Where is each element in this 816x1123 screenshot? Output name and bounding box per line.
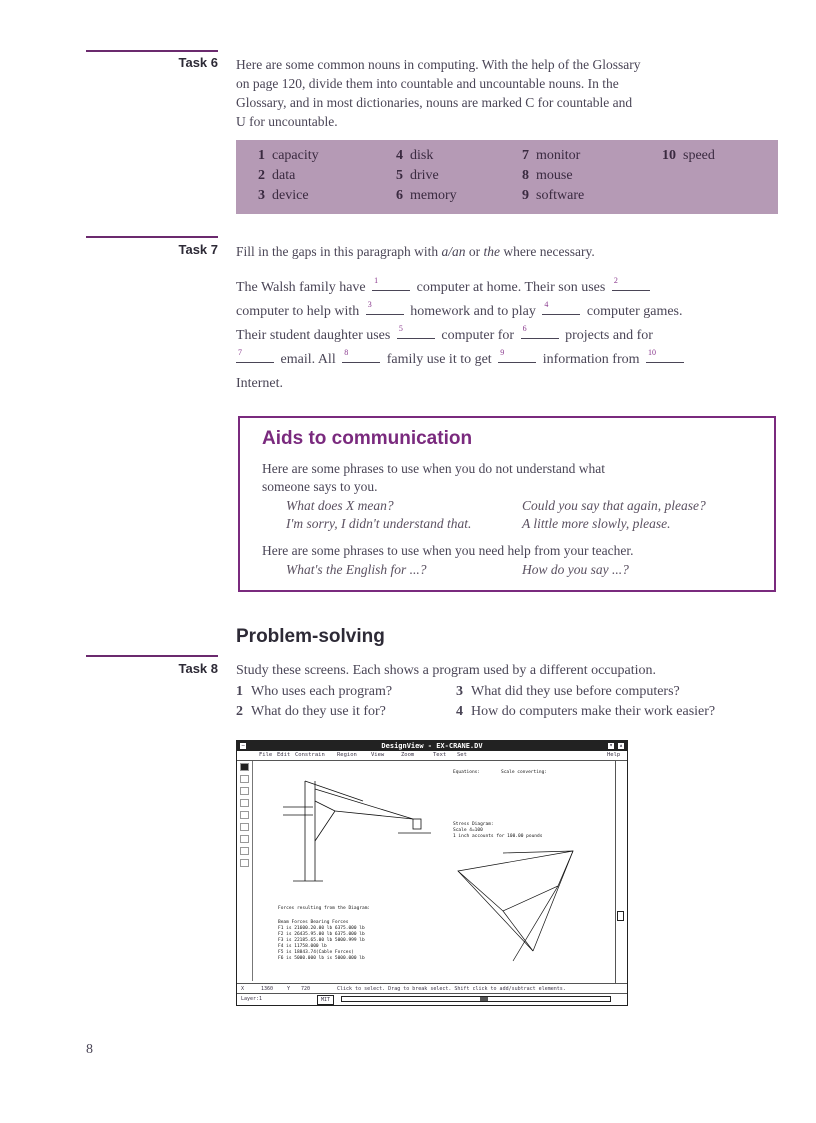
- task6-line: Glossary, and in most dictionaries, nouns are marked C for countable and: [236, 95, 633, 110]
- svg-text:F4 is 11758.000 lb: F4 is 11758.000 lb: [278, 944, 327, 949]
- noun-item: 4 disk: [396, 148, 434, 163]
- svg-text:Equations:: Equations:: [453, 770, 481, 775]
- gap-7[interactable]: 7: [236, 350, 274, 363]
- arc-tool-icon[interactable]: [240, 811, 249, 819]
- gap-6[interactable]: 6: [521, 326, 559, 339]
- noun-item: 10 speed: [662, 148, 715, 163]
- circle-tool-icon[interactable]: [240, 799, 249, 807]
- menu-region[interactable]: Region: [337, 752, 357, 758]
- system-menu-icon[interactable]: −: [239, 742, 247, 750]
- scroll-thumb[interactable]: [617, 911, 624, 921]
- svg-text:Scale 4=100: Scale 4=100: [453, 828, 483, 833]
- crane-drawing: [283, 781, 431, 881]
- layer-bar: Layer:1 MIT: [237, 993, 627, 1005]
- svg-text:Beam Forces Bearing Forces: Beam Forces Bearing Forces: [278, 920, 349, 925]
- rect-tool-icon[interactable]: [240, 787, 249, 795]
- noun-item: 2 data: [258, 168, 296, 183]
- aids-title: Aids to communication: [262, 428, 473, 449]
- window-titlebar: [237, 741, 627, 751]
- phrase: How do you say ...?: [522, 562, 629, 577]
- task6-line: on page 120, divide them into countable and uncountable nouns. In the: [236, 76, 619, 91]
- task7-label: Task 7: [178, 242, 218, 257]
- task8-instruction: Study these screens. Each shows a program used by a different occupation.: [236, 663, 657, 678]
- noun-item: 8 mouse: [522, 168, 573, 183]
- task6-line: Here are some common nouns in computing. With the help of the Glossary: [236, 57, 641, 72]
- horizontal-scrollbar[interactable]: [341, 996, 611, 1002]
- svg-text:F2 is 26435.95.00 lb 6375.000: F2 is 26435.95.00 lb 6375.000 lb: [278, 932, 365, 937]
- gap-fill-paragraph: The Walsh family have 1 computer at home. Their son uses 2 computer to help with 3 homework and to play 4 computer games. Their student daughter uses 5 computer for 6 projects and for 7 email. All 8 family use it to get 9 information from 10 Internet.: [236, 276, 683, 391]
- status-bar: X 1360 Y 720 Click to select. Drag to break select. Shift click to add/subtract elements.: [237, 983, 627, 994]
- phrase: What's the English for ...?: [286, 562, 427, 577]
- select-tool-icon[interactable]: [240, 763, 249, 771]
- svg-text:F1 is 21600.20.00 lb 6375.000: F1 is 21600.20.00 lb 6375.000 lb: [278, 926, 365, 931]
- aids-intro: Here are some phrases to use when you do not understand what someone says to you.: [262, 461, 606, 494]
- drawing-canvas[interactable]: [253, 761, 613, 981]
- svg-text:Forces resulting from the Diag: Forces resulting from the Diagram:: [278, 906, 371, 911]
- svg-text:F6 is 5000.000 lb is 5000.000: F6 is 5000.000 lb is 5000.000 lb: [278, 956, 365, 961]
- gap-1[interactable]: 1: [372, 278, 410, 291]
- noun-item: 3 device: [258, 188, 309, 203]
- gap-9[interactable]: 9: [498, 350, 536, 363]
- gap-2[interactable]: 2: [612, 278, 650, 291]
- question: 2 What do they use it for?: [236, 704, 386, 719]
- phrase: I'm sorry, I didn't understand that.: [286, 516, 472, 531]
- menu-constrain[interactable]: Constrain: [295, 752, 325, 758]
- menu-zoom[interactable]: Zoom: [401, 752, 415, 758]
- svg-text:F3 is 22185.65.00 lb 5000.999: F3 is 22185.65.00 lb 5000.999 lb: [278, 938, 365, 943]
- svg-text:Scale converting:: Scale converting:: [501, 770, 548, 775]
- constraint-tool-icon[interactable]: [240, 847, 249, 855]
- noun-item: 1 capacity: [258, 148, 319, 163]
- angle-tool-icon[interactable]: [240, 859, 249, 867]
- task6-rule: [86, 50, 218, 52]
- menu-view[interactable]: View: [371, 752, 385, 758]
- svg-text:Stress Diagram:: Stress Diagram:: [453, 822, 494, 827]
- menu-text[interactable]: Text: [433, 752, 447, 758]
- task8-rule: [86, 655, 218, 657]
- svg-text:1 inch accounts for 100.00 pou: 1 inch accounts for 100.00 pounds: [453, 834, 543, 839]
- task6-instructions: [236, 55, 641, 131]
- window-title: DesignView - EX-CRANE.DV: [381, 742, 483, 750]
- stress-diagram: [458, 851, 573, 961]
- line-tool-icon[interactable]: [240, 775, 249, 783]
- dimension-tool-icon[interactable]: [240, 835, 249, 843]
- layer-select[interactable]: MIT: [317, 995, 334, 1005]
- menu-edit[interactable]: Edit: [277, 752, 291, 758]
- task6-label: Task 6: [178, 55, 218, 70]
- gap-5[interactable]: 5: [397, 326, 435, 339]
- minimize-icon[interactable]: ▾: [607, 742, 615, 750]
- menu-help[interactable]: Help: [607, 752, 621, 758]
- gap-10[interactable]: 10: [646, 350, 684, 363]
- vocab-box: [236, 140, 778, 214]
- question: 1 Who uses each program?: [236, 684, 393, 699]
- task8-label: Task 8: [178, 661, 218, 676]
- aids-intro-teacher: Here are some phrases to use when you need help from your teacher.: [262, 543, 634, 558]
- gap-8[interactable]: 8: [342, 350, 380, 363]
- question: 4 How do computers make their work easier?: [456, 704, 716, 719]
- noun-item: 5 drive: [396, 168, 439, 183]
- phrase: Could you say that again, please?: [522, 498, 706, 513]
- aids-to-communication-box: [238, 416, 776, 592]
- gap-4[interactable]: 4: [542, 302, 580, 315]
- menu-file[interactable]: File: [259, 752, 273, 758]
- text-tool-icon[interactable]: [240, 823, 249, 831]
- task7-rule: [86, 236, 218, 238]
- forces-table: [278, 905, 370, 961]
- noun-item: 6 memory: [396, 188, 457, 203]
- vertical-scrollbar[interactable]: [615, 761, 626, 983]
- noun-item: 7 monitor: [522, 148, 581, 163]
- menu-set[interactable]: Set: [457, 752, 467, 758]
- task7-instruction: Fill in the gaps in this paragraph with a/an or the where necessary.: [236, 244, 595, 259]
- designview-screenshot: [236, 740, 628, 1006]
- task6-line: U for uncountable.: [236, 114, 338, 129]
- phrase: A little more slowly, please.: [522, 516, 671, 531]
- gap-3[interactable]: 3: [366, 302, 404, 315]
- problem-solving-heading: Problem-solving: [236, 626, 385, 647]
- h-scroll-thumb[interactable]: [480, 997, 488, 1001]
- svg-text:F5 is 18843.74(Cable Forces): F5 is 18843.74(Cable Forces): [278, 950, 354, 955]
- toolbox: [238, 761, 253, 981]
- equations-block: [453, 769, 547, 839]
- menu-bar: [237, 751, 627, 761]
- question: 3 What did they use before computers?: [456, 684, 680, 699]
- noun-item: 9 software: [522, 188, 585, 203]
- maximize-icon[interactable]: ▴: [617, 742, 625, 750]
- page-number: 8: [86, 1042, 93, 1057]
- phrase: What does X mean?: [286, 498, 394, 513]
